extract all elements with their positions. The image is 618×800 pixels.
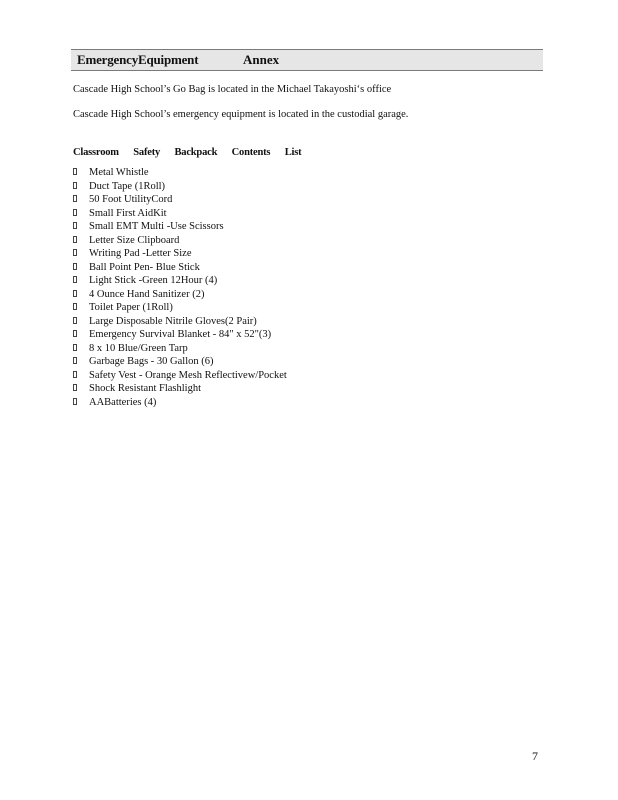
list-item-text: Garbage Bags - 30 Gallon (6) xyxy=(89,356,214,367)
bullet-icon xyxy=(73,303,77,310)
equipment-location-text: Cascade High School’s emergency equipment is located in the custodial garage. xyxy=(73,109,409,120)
list-item-text: AABatteries (4) xyxy=(89,396,157,408)
list-item-text: Small EMT Multi -Use Scissors xyxy=(89,221,224,232)
list-item-text: Toilet Paper (1Roll) xyxy=(89,302,173,313)
list-item xyxy=(73,328,287,342)
page-number: 7 xyxy=(532,749,538,763)
list-item-text: Duct Tape (1Roll) xyxy=(89,180,166,192)
list-item-text: Safety Vest - Orange Mesh Reflectivew/Pocket xyxy=(89,369,287,381)
bullet-icon xyxy=(73,209,77,216)
bullet-icon xyxy=(73,222,77,229)
list-item xyxy=(73,274,287,288)
header-title: EmergencyEquipment xyxy=(77,52,199,67)
bullet-icon xyxy=(73,398,77,405)
list-heading: Classroom Safety Backpack Contents List xyxy=(73,147,302,158)
list-item-text: 50 Foot UtilityCord xyxy=(89,194,173,205)
bullet-icon xyxy=(73,371,77,378)
list-item-text: Small First AidKit xyxy=(89,207,167,219)
list-item-text: Light Stick -Green 12Hour (4) xyxy=(89,275,218,286)
bullet-icon xyxy=(73,384,77,391)
list-item xyxy=(73,369,287,383)
list-item xyxy=(73,261,287,275)
bullet-icon xyxy=(73,290,77,297)
list-item xyxy=(73,180,287,194)
list-item xyxy=(73,234,287,248)
list-item-text: Emergency Survival Blanket - 84" x 52"(3) xyxy=(89,329,272,340)
bullet-icon xyxy=(73,317,77,324)
list-item-text: Metal Whistle xyxy=(89,167,149,178)
list-item xyxy=(73,166,287,180)
list-item xyxy=(73,288,287,302)
list-item-text: Ball Point Pen- Blue Stick xyxy=(89,261,200,273)
header-annex-label: Annex xyxy=(243,52,280,67)
list-item-text: 8 x 10 Blue/Green Tarp xyxy=(89,342,188,354)
list-item xyxy=(73,396,287,410)
bullet-icon xyxy=(73,330,77,337)
list-item-text: Shock Resistant Flashlight xyxy=(89,383,202,394)
bullet-icon xyxy=(73,357,77,364)
list-item xyxy=(73,342,287,356)
list-item xyxy=(73,382,287,396)
backpack-contents-list xyxy=(73,166,287,409)
bullet-icon xyxy=(73,263,77,270)
bullet-icon xyxy=(73,344,77,351)
bullet-icon xyxy=(73,249,77,256)
bullet-icon xyxy=(73,236,77,243)
list-item xyxy=(73,247,287,261)
list-item xyxy=(73,207,287,221)
list-item-text: Large Disposable Nitrile Gloves(2 Pair) xyxy=(89,315,257,327)
list-item xyxy=(73,220,287,234)
go-bag-location-text: Cascade High School’s Go Bag is located in the Michael Takayoshi‘s office xyxy=(73,84,392,95)
bullet-icon xyxy=(73,168,77,175)
list-item xyxy=(73,315,287,329)
bullet-icon xyxy=(73,182,77,189)
bullet-icon xyxy=(73,276,77,283)
list-item xyxy=(73,193,287,207)
list-item-text: Writing Pad -Letter Size xyxy=(89,248,192,259)
list-item-text: Letter Size Clipboard xyxy=(89,234,180,246)
bullet-icon xyxy=(73,195,77,202)
list-item xyxy=(73,301,287,315)
list-item-text: 4 Ounce Hand Sanitizer (2) xyxy=(89,288,205,300)
list-item xyxy=(73,355,287,369)
annex-header-bar xyxy=(71,49,543,71)
